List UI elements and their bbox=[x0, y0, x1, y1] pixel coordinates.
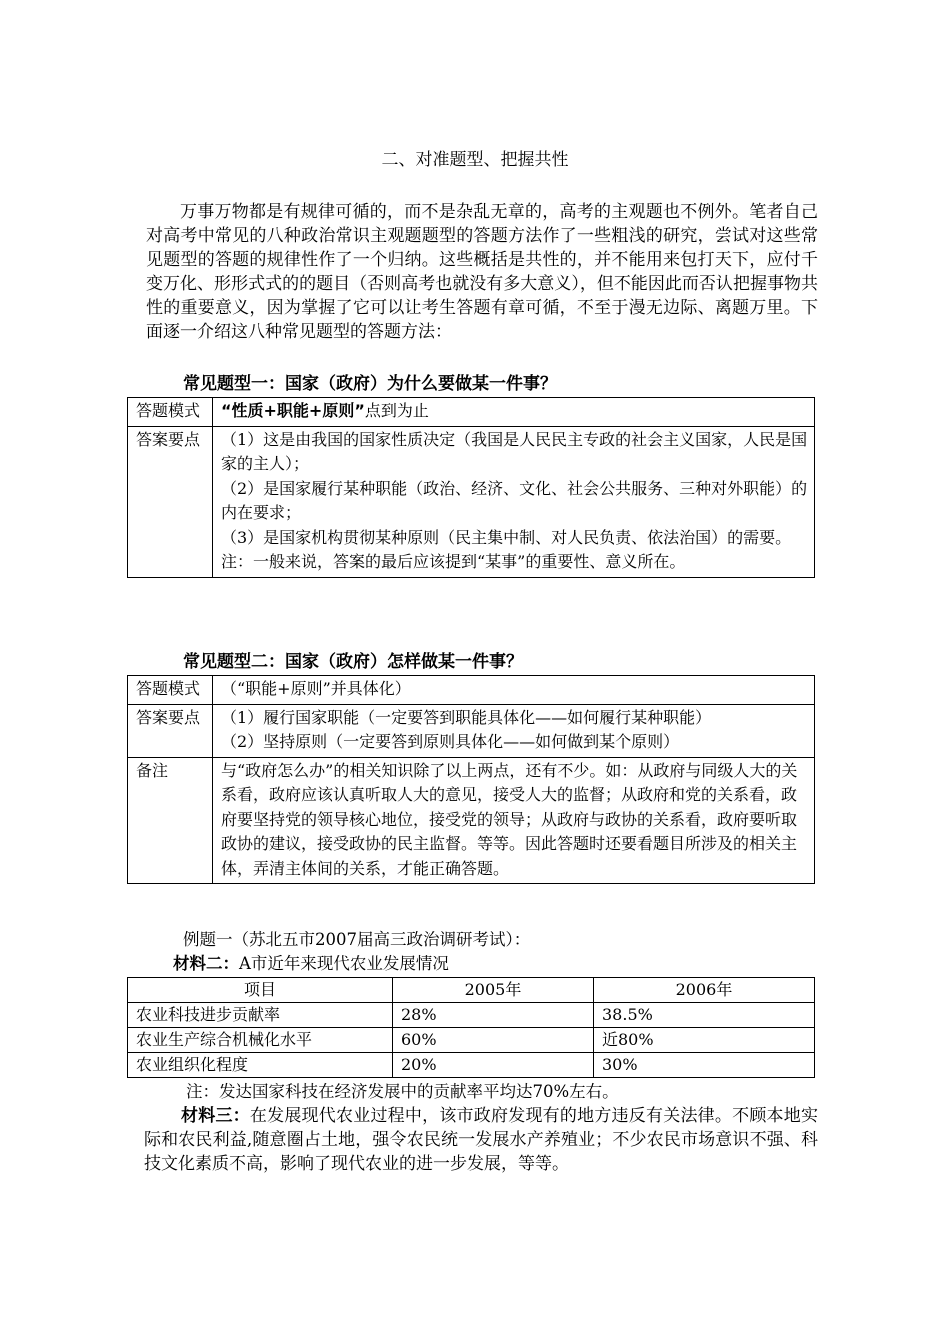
answer-point: （2）坚持原则（一定要答到原则具体化——如何做到某个原则） bbox=[221, 732, 680, 751]
table-cell: 28% bbox=[393, 1003, 594, 1028]
table-row bbox=[128, 676, 815, 705]
table-header-row bbox=[128, 978, 815, 1003]
answer-note: 注：一般来说，答案的最后应该提到“某事”的重要性、意义所在。 bbox=[221, 552, 686, 571]
mode-cell bbox=[213, 398, 815, 427]
intro-paragraph bbox=[146, 200, 818, 344]
table-row bbox=[128, 757, 815, 884]
column-header: 2006年 bbox=[594, 978, 815, 1003]
table-cell: 30% bbox=[594, 1053, 815, 1078]
table-row bbox=[128, 1028, 815, 1053]
example-intro: 例题一（苏北五市2007届高三政治调研考试）： bbox=[183, 930, 531, 949]
mode-rest: 点到为止 bbox=[364, 401, 429, 420]
type1-heading: 常见题型一：国家（政府）为什么要做某一件事？ bbox=[183, 374, 557, 394]
table-note: 注：发达国家科技在经济发展中的贡献率平均达70%左右。 bbox=[186, 1082, 619, 1101]
column-header: 项目 bbox=[128, 978, 393, 1003]
note-label: 备注 bbox=[128, 757, 213, 884]
table-row bbox=[128, 1003, 815, 1028]
material3-paragraph bbox=[144, 1104, 818, 1176]
mode-cell: （“职能+原则”并具体化） bbox=[213, 676, 815, 705]
table-cell: 20% bbox=[393, 1053, 594, 1078]
answer-label: 答案要点 bbox=[128, 704, 213, 757]
table-cell: 近80% bbox=[594, 1028, 815, 1053]
table-cell: 农业科技进步贡献率 bbox=[128, 1003, 393, 1028]
note-cell: 与“政府怎么办”的相关知识除了以上两点，还有不少。如：从政府与同级人大的关系看，政府应该认真听取人大的意见，接受人大的监督；从政府和党的关系看，政府要坚持党的领导核心地位，接受党的领导；从政府与政协的关系看，政府要听取政协的建议，接受政协的民主监督。等等。因此答题时还要看题目所涉及的相关主体，弄清主体间的关系，才能正确答题。 bbox=[213, 757, 815, 884]
mode-label: 答题模式 bbox=[128, 398, 213, 427]
mode-formula: “性质+职能+原则” bbox=[221, 401, 365, 420]
agriculture-table bbox=[127, 977, 815, 1078]
answer-label: 答案要点 bbox=[128, 426, 213, 577]
table-row bbox=[128, 704, 815, 757]
table-cell: 农业生产综合机械化水平 bbox=[128, 1028, 393, 1053]
section-title: 二、对准题型、把握共性 bbox=[381, 150, 569, 170]
table-row bbox=[128, 398, 815, 427]
material2-text: A市近年来现代农业发展情况 bbox=[239, 954, 449, 973]
table-cell: 农业组织化程度 bbox=[128, 1053, 393, 1078]
type2-table bbox=[127, 675, 815, 884]
column-header: 2005年 bbox=[393, 978, 594, 1003]
answer-cell bbox=[213, 704, 815, 757]
answer-point: （1）这是由我国的国家性质决定（我国是人民民主专政的社会主义国家，人民是国家的主人）； bbox=[221, 429, 808, 473]
table-cell: 60% bbox=[393, 1028, 594, 1053]
material3-body bbox=[144, 1104, 818, 1176]
material2-line bbox=[173, 952, 449, 976]
material3-label: 材料三： bbox=[181, 1106, 250, 1126]
type1-table bbox=[127, 397, 815, 578]
answer-point: （1）履行国家职能（一定要答到职能具体化——如何履行某种职能） bbox=[221, 707, 712, 727]
mode-label: 答题模式 bbox=[128, 676, 213, 705]
answer-cell bbox=[213, 426, 815, 577]
type2-heading: 常见题型二：国家（政府）怎样做某一件事？ bbox=[183, 652, 523, 672]
answer-point: （3）是国家机构贯彻某种原则（民主集中制、对人民负责、依法治国）的需要。 bbox=[221, 527, 792, 547]
intro-text: 万事万物都是有规律可循的，而不是杂乱无章的，高考的主观题也不例外。笔者自己对高考中常见的八种政治常识主观题题型的答题方法作了一些粗浅的研究，尝试对这些常见题型的答题的规律性作了一个归纳。这些概括是共性的，并不能用来包打天下，应付千变万化、形形式式的的题目（否则高考也就没有多大意义），但不能因此而否认把握事物共性的重要意义，因为掌握了它可以让考生答题有章可循，不至于漫无边际、离题万里。下面逐一介绍这八种常见题型的答题方法： bbox=[146, 202, 818, 342]
material2-label: 材料二： bbox=[173, 954, 239, 973]
answer-point: （2）是国家履行某种职能（政治、经济、文化、社会公共服务、三种对外职能）的内在要求； bbox=[221, 478, 808, 522]
table-cell: 38.5% bbox=[594, 1003, 815, 1028]
table-row bbox=[128, 426, 815, 577]
table-row bbox=[128, 1053, 815, 1078]
material3-text: 在发展现代农业过程中，该市政府发现有的地方违反有关法律。不顾本地实际和农民利益,随意圈占土地，强令农民统一发展水产养殖业；不少农民市场意识不强、科技文化素质不高，影响了现代农业的进一步发展，等等。 bbox=[144, 1106, 819, 1174]
